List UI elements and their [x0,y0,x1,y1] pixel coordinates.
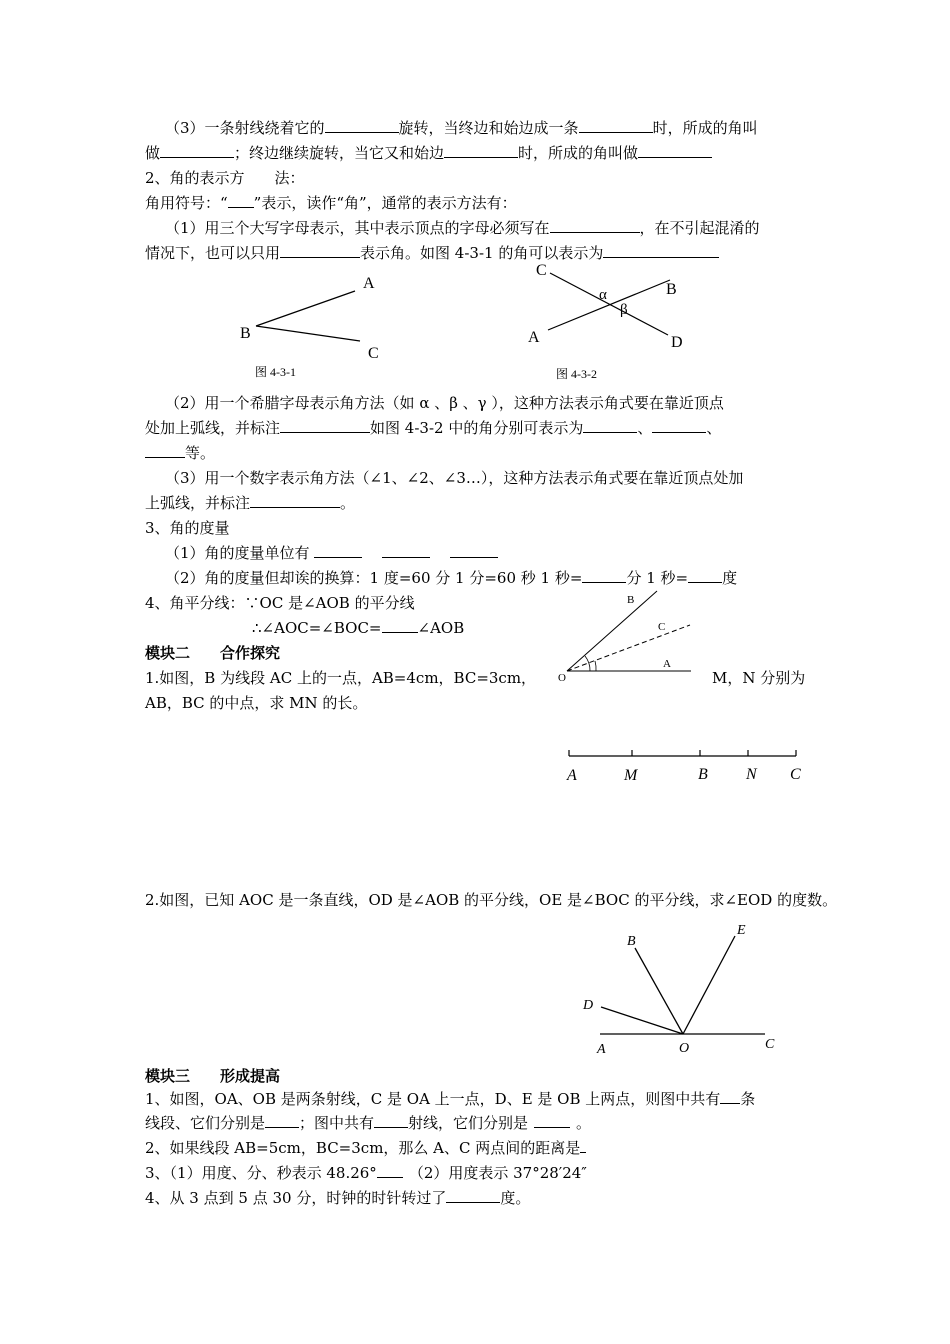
label-b: B [627,934,636,949]
text: 表示角。如图 4-3-1 的角可以表示为 [360,244,604,262]
text: 处加上弧线，并标注 [145,419,281,437]
label-c: C [368,345,379,362]
blank [579,118,653,133]
blank [638,143,712,158]
method-1-line-1 [165,218,760,238]
label-alpha: α [599,287,607,303]
ray-bc [256,326,360,341]
blank [325,118,399,133]
text: 线段、它们分别是 [145,1114,266,1132]
label-a: A [567,767,577,784]
straight-angle-figure [575,918,790,1060]
label-e: E [737,923,746,938]
module-3-title: 模块三 形成提高 [145,1067,281,1085]
angle-symbol-line [145,193,517,213]
text: 时，所成的角叫 [652,119,758,137]
label-d: D [583,998,594,1013]
text: ∴∠AOC=∠BOC= [252,619,382,637]
text: ；终边继续旋转，当它又和始边 [234,144,445,162]
blank [374,1113,408,1128]
blank [265,1113,299,1128]
text: 等。 [185,444,216,462]
text: （2）角的度量但却诶的换算：1 度=60 分 1 分=60 秒 1 秒= [165,569,583,587]
text: 。 [576,1114,592,1132]
blank [280,243,360,258]
blank [583,418,637,433]
text: 条 [740,1090,756,1108]
method-2-line-2 [145,418,721,438]
text: （1）用三个大写字母表示，其中表示顶点的字母必须写在 [165,219,550,237]
text: 如图 4-3-2 中的角分别可表示为 [370,419,584,437]
text: 做 [145,144,161,162]
section-heading: 4、角平分线：∵OC 是∠AOB 的平分线 [145,594,415,612]
text: ，在不引起混淆的 [639,219,760,237]
text: （2）用度表示 37°28′24″ [408,1164,587,1182]
label-n: N [746,766,757,783]
blank [228,193,254,208]
practice-4 [145,1188,530,1208]
problem-1-line-1-tail: M，N 分别为 [712,669,806,687]
blank [450,543,498,558]
problem-1-line-1: 1.如图，B 为线段 AC 上的一点，AB=4cm，BC=3cm， [145,669,537,687]
label-c: C [658,621,666,633]
measure-units-line [165,543,498,563]
blank [720,1089,740,1104]
method-2-line-3 [145,443,215,463]
blank [314,543,362,558]
text: 度 [722,569,738,587]
text: 。 [340,494,356,512]
practice-3 [145,1163,587,1183]
text: 4、从 3 点到 5 点 30 分，时钟的时针转过了 [145,1189,447,1207]
blank [382,618,418,633]
text: 旋转，当终边和始边成一条 [398,119,579,137]
text: 3、（1）用度、分、秒表示 48.26° [145,1164,377,1182]
text: （3）一条射线绕着它的 [165,119,325,137]
practice-1-line-2 [145,1113,591,1133]
blank [688,568,722,583]
label-a: A [528,329,540,346]
text: 1、如图，OA、OB 是两条射线，C 是 OA 上一点，D、E 是 OB 上两点，则图中共有 [145,1090,721,1108]
label-b: B [666,281,677,298]
text: 情况下，也可以只用 [145,244,281,262]
label-b: B [698,766,708,783]
line-ab [548,280,670,330]
blank [382,543,430,558]
label-m: M [624,767,638,784]
ray-oc [567,625,690,671]
text: ；图中共有 [299,1114,375,1132]
label-a: A [597,1042,606,1057]
label-o: O [679,1041,690,1056]
section-heading: 3、角的度量 [145,519,230,537]
blank [580,1138,586,1153]
blank [603,243,719,258]
label-a: A [363,275,375,292]
label-b: B [627,594,635,606]
label-b: B [240,325,251,342]
figure-4-3-2 [520,258,700,383]
practice-1-line-1 [145,1089,755,1109]
label-o: O [558,672,566,684]
label-d: D [671,334,683,351]
text: （1）角的度量单位有 [165,544,310,562]
text: 角用符号：“ [145,194,228,212]
blank [582,568,626,583]
segment-figure [560,742,810,787]
figure-caption: 图 4-3-2 [556,367,597,381]
blank [377,1163,403,1178]
bisector-figure [555,585,700,685]
blank [250,493,340,508]
text: 、 [706,419,722,437]
blank [652,418,706,433]
label-c: C [790,766,801,783]
text: 分 1 秒= [626,569,689,587]
line-cd [550,273,668,335]
text: 、 [637,419,653,437]
bisector-conclusion [252,618,464,638]
text: ”表示，读作“角”，通常的表示方法有： [253,194,517,212]
blank [446,1188,500,1203]
label-c: C [765,1037,775,1052]
method-3-line-1: （3）用一个数字表示角方法（∠1、∠2、∠3…），这种方法表示角式要在靠近顶点处加 [165,469,744,487]
figure-4-3-1 [230,268,400,383]
text: 度。 [500,1189,531,1207]
blank [280,418,370,433]
text: 2、如果线段 AB=5cm，BC=3cm，那么 A、C 两点间的距离是 [145,1139,581,1157]
blank [534,1113,570,1128]
text: 时，所成的角叫做 [518,144,639,162]
ray-oe [683,936,735,1034]
method-3-line-2 [145,493,355,513]
ray-ba [256,291,355,326]
definition-line-1 [165,118,758,138]
text: ∠AOB [417,619,465,637]
definition-line-2 [145,143,712,163]
module-2-title: 模块二 合作探究 [145,644,281,662]
blank [160,143,234,158]
ray-ob [567,591,657,671]
blank [444,143,518,158]
angle-arc [595,661,596,671]
text: 射线，它们分别是 [408,1114,529,1132]
section-heading: 2、角的表示方 法： [145,169,305,187]
label-c: C [536,262,547,279]
method-2-line-1: （2）用一个希腊字母表示角方法（如 α 、β 、γ ），这种方法表示角式要在靠近顶点 [165,394,724,412]
label-a: A [663,658,671,670]
blank [550,218,640,233]
blank [145,443,185,458]
figure-caption: 图 4-3-1 [255,365,296,379]
text: 上弧线，并标注 [145,494,251,512]
practice-2 [145,1138,586,1158]
problem-1-line-2: AB，BC 的中点，求 MN 的长。 [145,694,368,712]
label-beta: β [620,302,628,318]
problem-2: 2.如图，已知 AOC 是一条直线，OD 是∠AOB 的平分线，OE 是∠BOC 的平分线，求∠EOD 的度数。 [145,891,838,909]
